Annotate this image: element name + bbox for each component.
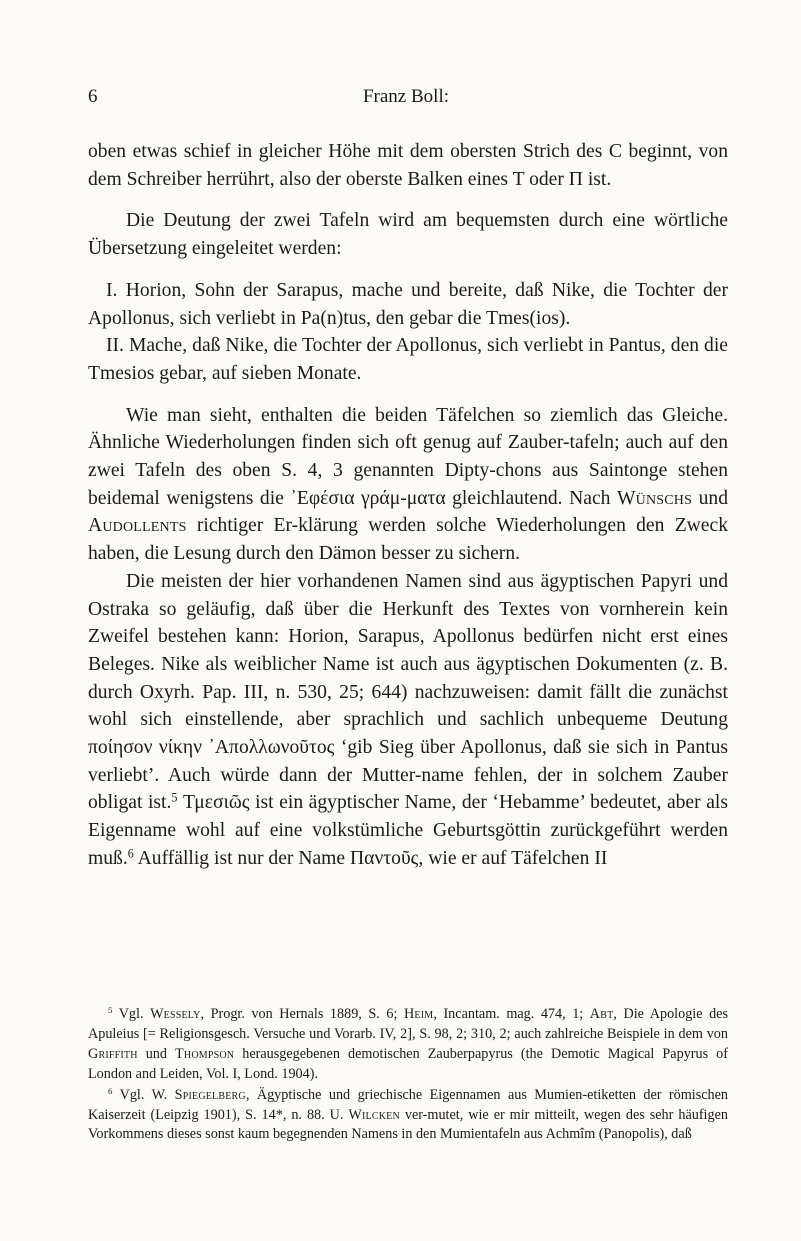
footnote-ref[interactable]: 6 [127,846,134,861]
paragraph-names [88,568,728,873]
author-name: Heim [403,1006,434,1022]
page-header [88,86,724,112]
author-name: Griffith [88,1045,138,1062]
author-name: Wünschs [616,487,693,509]
footnote-5 [88,1005,728,1085]
text-run: Auffällig ist nur der Name Παντοῦς, wie er auf Täfelchen II [133,847,608,869]
text-run: und [692,487,728,509]
text-run: herausgegebenen demotischen Zauberpapyrus (the Demotic Magical Papyrus of London and Leiden, Vol. I, Lond. 1904). [88,1045,728,1082]
author-name: Spiegelberg [174,1086,246,1103]
author-name: Wessely [150,1006,201,1022]
author-name: Abt [589,1006,614,1022]
translation-tablet-2: II. Mache, daß Nike, die Tochter der Apollonus, sich verliebt in Pantus, den die Tmesios gebar, auf sieben Monate. [88,335,728,384]
text-run: , Die Apologie des Apuleius [= Religionsgesch. Versuche und Vorarb. IV, 2], S. 98, 2; 310, 2; auch zahlreiche Beispiele in dem von [88,1006,728,1042]
author-name: Wilcken [348,1106,400,1123]
footnote-mark: 6 [108,1085,113,1096]
footnote-ref[interactable]: 5 [171,790,178,805]
author-name: Audollents [88,515,187,537]
text-run: Vgl. [112,1006,151,1022]
text-run: Τμεσιῶς ist ein ägyptischer Name, der ‘Hebamme’ bedeutet, aber als Eigenname wohl auf eine volkstümliche Geburtsgöttin zurückgeführt werden muß. [88,792,728,869]
footnotes [88,1005,728,1145]
text-run: Die meisten der hier vorhandenen Namen sind aus ägyptischen Papyri und Ostraka so geläufig, daß über die Herkunft des Textes von vornherein kein Zweifel bestehen kann: Horion, Sarapus, Apollonus bedürfen nicht erst eines Beleges. Nike als weiblicher Name ist auch aus ägyptischen Dokumenten (z. B. durch Oxyrh. Pap. III, n. 530, 25; 644) nachzuweisen: damit fällt die zunächst wohl sich einstellende, aber sprachlich und sachlich unbequeme Deutung ποίησον νίκην ᾿Απολλωνοῦτος ‘gib Sieg über Apollonus, daß sie sich in Pantus verliebt’. Auch würde dann der Mutter-name fehlen, der in solchem Zauber obligat ist. [88,570,728,814]
paragraph-continuation: oben etwas schief in gleicher Höhe mit dem obersten Strich des Ϲ beginnt, von dem Schreiber herrührt, also der oberste Balken eines T oder Π ist. [88,141,728,190]
translation-tablet-1: I. Horion, Sohn der Sarapus, mache und bereite, daß Nike, die Tochter der Apollonus, sich verliebt in Pa(n)tus, den gebar die Tmes(ios). [88,279,728,329]
text-run: , Ägyptische und griechische Eigennamen aus Mumien-etiketten der römischen Kaiserzeit (Leipzig 1901), S. 14*, n. 88. U. [88,1086,728,1123]
page-number: 6 [88,86,98,107]
footnote-6 [88,1086,728,1146]
paragraph-repetitions [88,402,728,568]
text-run: , Incantam. mag. 474, 1; [433,1006,590,1022]
main-text [88,138,728,873]
text-run: Wie man sieht, enthalten die beiden Täfelchen so ziemlich das Gleiche. Ähnliche Wiederholungen finden sich oft genug auf Zauber-tafeln; auch auf den zwei Tafeln des oben S. 4, 3 genannten Dipty-chons aus Saintonge stehen beidemal wenigstens die ᾿Εφέσια γράμ-ματα gleichlautend. Nach [88,404,728,509]
author-name: Thompson [175,1045,235,1062]
footnote-mark: 5 [108,1005,113,1016]
text-run: Vgl. W. [112,1086,175,1103]
text-run: , Progr. von Hernals 1889, S. 6; [200,1006,404,1022]
running-title: Franz Boll: [362,86,450,107]
paragraph-translation-intro: Die Deutung der zwei Tafeln wird am bequemsten durch eine wörtliche Übersetzung eingeleitet werden: [88,210,728,260]
text-run: und [137,1045,176,1062]
text-run: richtiger Er-klärung werden solche Wiederholungen den Zweck haben, die Lesung durch den Dämon besser zu sichern. [88,515,728,565]
text-run: ver-mutet, wie er mir mitteilt, wegen des sehr häufigen Vorkommens dieses sonst kaum begegnenden Namens in den Mumientafeln aus Achmîm (Panopolis), daß [88,1106,728,1143]
